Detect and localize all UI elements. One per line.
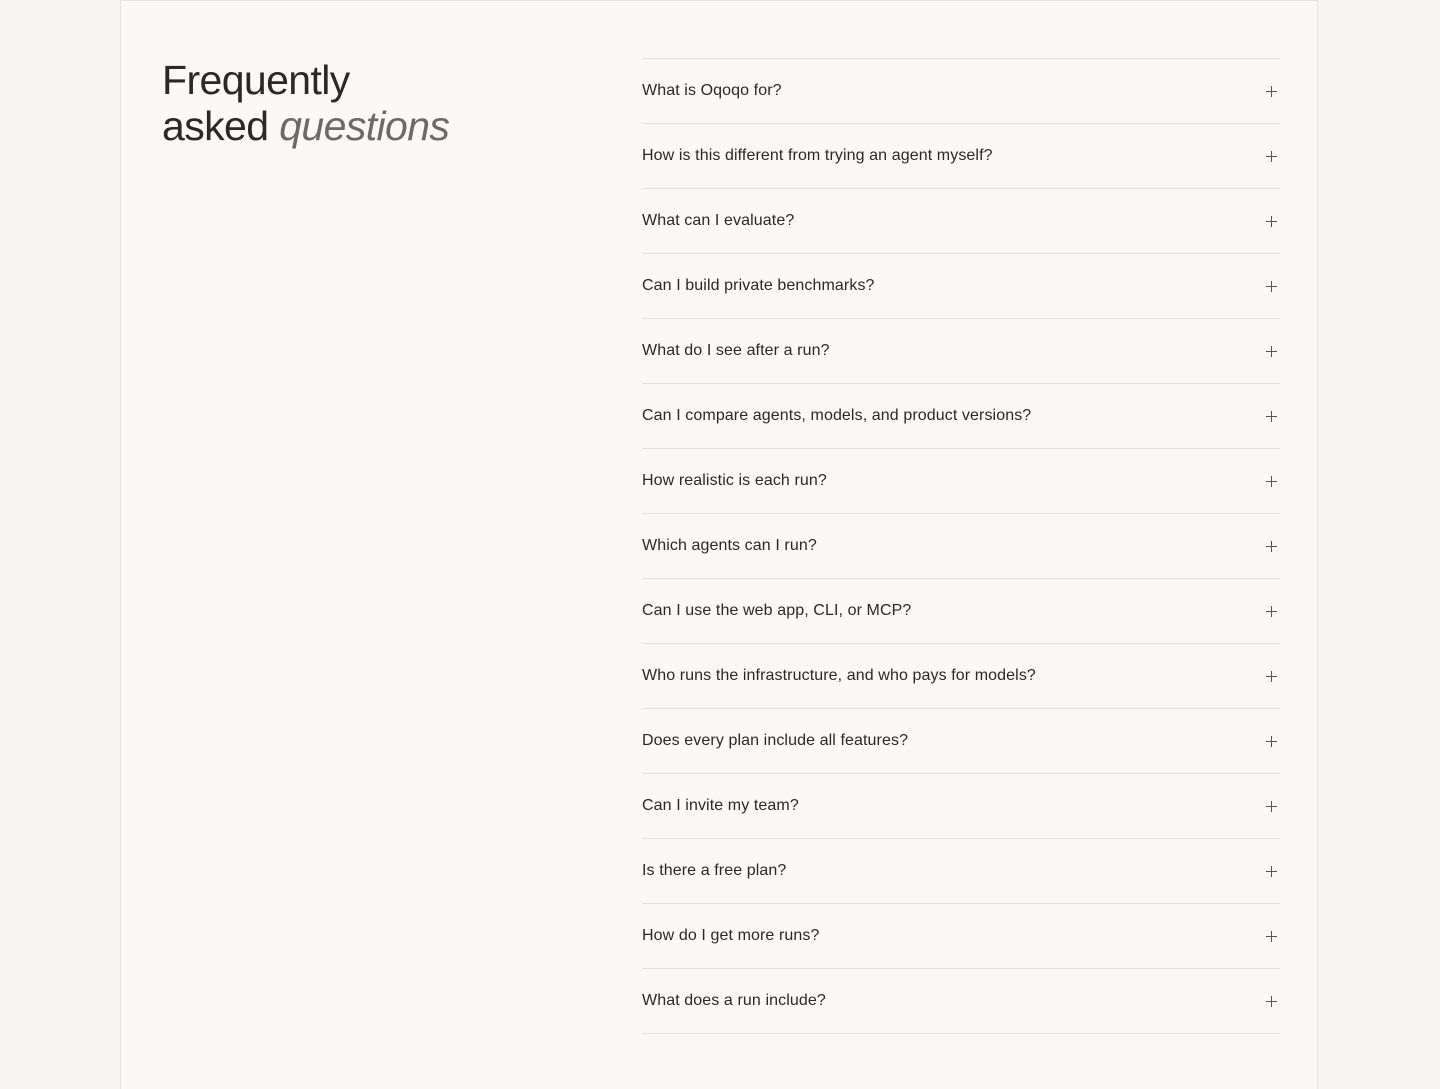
- plus-icon[interactable]: [1266, 151, 1277, 162]
- faq-item[interactable]: [642, 774, 1280, 839]
- faq-heading: [162, 57, 449, 149]
- faq-item[interactable]: [642, 59, 1280, 124]
- faq-item[interactable]: [642, 839, 1280, 904]
- faq-question: Can I use the web app, CLI, or MCP?: [642, 602, 912, 619]
- plus-icon[interactable]: [1266, 86, 1277, 97]
- faq-item[interactable]: [642, 709, 1280, 774]
- faq-question: Can I compare agents, models, and product versions?: [642, 407, 1032, 424]
- faq-item[interactable]: [642, 124, 1280, 189]
- faq-question: Does every plan include all features?: [642, 732, 909, 749]
- faq-question: How do I get more runs?: [642, 927, 820, 944]
- plus-icon[interactable]: [1266, 671, 1277, 682]
- faq-item[interactable]: [642, 514, 1280, 579]
- faq-item[interactable]: [642, 644, 1280, 709]
- plus-icon[interactable]: [1266, 411, 1277, 422]
- faq-question: Who runs the infrastructure, and who pays for models?: [642, 667, 1036, 684]
- faq-question: Can I build private benchmarks?: [642, 277, 875, 294]
- faq-question: What is Oqoqo for?: [642, 82, 782, 99]
- plus-icon[interactable]: [1266, 346, 1277, 357]
- faq-section: [120, 0, 1318, 1089]
- faq-item[interactable]: [642, 384, 1280, 449]
- plus-icon[interactable]: [1266, 996, 1277, 1007]
- faq-item[interactable]: [642, 319, 1280, 384]
- faq-item[interactable]: [642, 969, 1280, 1034]
- plus-icon[interactable]: [1266, 801, 1277, 812]
- plus-icon[interactable]: [1266, 866, 1277, 877]
- heading-line-2: [162, 103, 449, 149]
- faq-item[interactable]: [642, 254, 1280, 319]
- heading-line-1: Frequently: [162, 57, 350, 103]
- faq-list: [642, 58, 1280, 1034]
- plus-icon[interactable]: [1266, 216, 1277, 227]
- plus-icon[interactable]: [1266, 931, 1277, 942]
- plus-icon[interactable]: [1266, 541, 1277, 552]
- faq-item[interactable]: [642, 904, 1280, 969]
- faq-question: What can I evaluate?: [642, 212, 795, 229]
- faq-question: How realistic is each run?: [642, 472, 827, 489]
- faq-item[interactable]: [642, 189, 1280, 254]
- plus-icon[interactable]: [1266, 476, 1277, 487]
- faq-question: What do I see after a run?: [642, 342, 830, 359]
- plus-icon[interactable]: [1266, 736, 1277, 747]
- plus-icon[interactable]: [1266, 606, 1277, 617]
- faq-question: Is there a free plan?: [642, 862, 787, 879]
- plus-icon[interactable]: [1266, 281, 1277, 292]
- faq-question: How is this different from trying an agent myself?: [642, 147, 993, 164]
- faq-question: Can I invite my team?: [642, 797, 799, 814]
- faq-item[interactable]: [642, 579, 1280, 644]
- faq-item[interactable]: [642, 449, 1280, 514]
- faq-question: Which agents can I run?: [642, 537, 817, 554]
- faq-question: What does a run include?: [642, 992, 826, 1009]
- heading-plain-word: asked: [162, 103, 269, 149]
- heading-accent-word: questions: [279, 103, 450, 149]
